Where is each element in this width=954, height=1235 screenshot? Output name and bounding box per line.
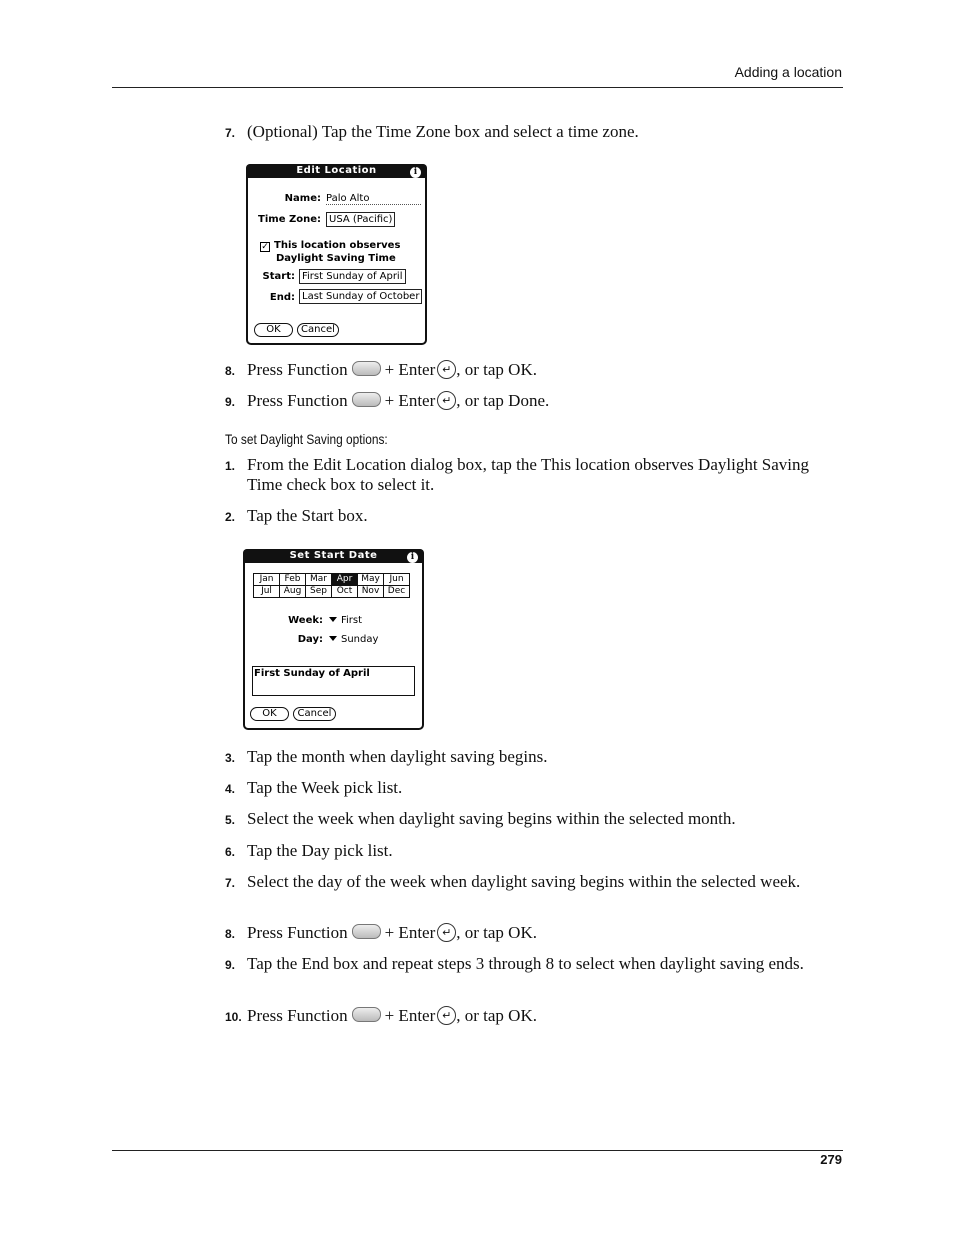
date-summary-box: First Sunday of April — [252, 666, 415, 696]
step-text: Tap the End box and repeat steps 3 through 8 to select when daylight saving ends. — [247, 954, 804, 973]
header-rule — [112, 87, 843, 88]
month-cell[interactable]: Jan — [254, 574, 280, 586]
step-text: Press Function — [247, 391, 348, 410]
step-number: 5. — [225, 813, 236, 827]
enter-key-icon: ↵ — [437, 923, 456, 942]
function-key-icon — [352, 361, 381, 376]
step-item — [225, 954, 830, 974]
step-number: 2. — [225, 510, 236, 524]
procedure-heading: To set Daylight Saving options: — [225, 431, 388, 447]
ok-button[interactable]: OK — [254, 323, 293, 337]
step-item — [225, 1006, 830, 1026]
dropdown-arrow-icon — [329, 636, 337, 641]
step-item — [225, 391, 830, 411]
running-header: Adding a location — [734, 64, 842, 80]
month-cell[interactable]: Dec — [384, 586, 410, 598]
step-number: 7. — [225, 126, 236, 140]
step-number: 8. — [225, 927, 236, 941]
page-number: 279 — [820, 1152, 842, 1167]
enter-key-icon: ↵ — [437, 1006, 456, 1025]
step-item — [225, 122, 830, 142]
dst-checkbox-label-1: This location observes — [274, 240, 401, 251]
step-number: 1. — [225, 459, 236, 473]
function-key-icon — [352, 924, 381, 939]
function-key-icon — [352, 1007, 381, 1022]
step-number: 9. — [225, 958, 236, 972]
month-cell[interactable]: Sep — [306, 586, 332, 598]
step-text: Press Function — [247, 923, 348, 942]
month-cell[interactable]: Aug — [280, 586, 306, 598]
dst-checkbox-row[interactable] — [260, 240, 400, 252]
step-text: From the Edit Location dialog box, tap the This location observes Daylight Saving Time check box to select it. — [247, 455, 810, 494]
set-start-date-dialog — [243, 549, 424, 730]
name-label: Name: — [284, 193, 321, 204]
edit-location-dialog — [246, 164, 427, 345]
checkbox-checked-icon[interactable]: ✓ — [261, 242, 269, 252]
step-text: Tap the Day pick list. — [247, 841, 393, 860]
month-cell[interactable]: Jun — [384, 574, 410, 586]
week-label: Week: — [288, 615, 323, 626]
step-number: 3. — [225, 751, 236, 765]
timezone-selector[interactable]: USA (Pacific) — [326, 212, 395, 227]
month-cell[interactable]: Jul — [254, 586, 280, 598]
month-cell[interactable]: Nov — [358, 586, 384, 598]
cancel-button[interactable]: Cancel — [293, 707, 336, 721]
month-cell[interactable]: Feb — [280, 574, 306, 586]
name-value: Palo Alto — [326, 193, 370, 204]
step-text: , or tap OK. — [456, 360, 537, 379]
step-item — [225, 455, 830, 495]
step-number: 8. — [225, 364, 236, 378]
step-text: Tap the month when daylight saving begins. — [247, 747, 548, 766]
step-text: Press Function — [247, 360, 348, 379]
step-text: + Enter — [384, 1006, 436, 1025]
end-label: End: — [269, 292, 295, 303]
ok-button[interactable]: OK — [250, 707, 289, 721]
step-text: Tap the Week pick list. — [247, 778, 403, 797]
enter-key-icon: ↵ — [437, 391, 456, 410]
cancel-button[interactable]: Cancel — [297, 323, 339, 337]
step-item — [225, 747, 830, 767]
step-text: , or tap Done. — [456, 391, 550, 410]
step-text: Select the week when daylight saving begins within the selected month. — [247, 809, 736, 828]
step-text: + Enter — [384, 923, 436, 942]
dst-checkbox-label-2: Daylight Saving Time — [276, 253, 396, 264]
step-item — [225, 778, 830, 798]
week-value: First — [341, 615, 363, 626]
month-grid — [253, 573, 410, 598]
step-text: Press Function — [247, 1006, 348, 1025]
step-text: (Optional) Tap the Time Zone box and select a time zone. — [247, 122, 639, 141]
info-icon[interactable]: i — [407, 552, 418, 563]
week-picker[interactable] — [329, 615, 362, 626]
enter-key-icon: ↵ — [437, 360, 456, 379]
info-icon[interactable]: i — [410, 167, 421, 178]
day-value: Sunday — [341, 634, 379, 645]
step-number: 4. — [225, 782, 236, 796]
month-cell[interactable]: Mar — [306, 574, 332, 586]
step-text: + Enter — [384, 360, 436, 379]
step-text: Select the day of the week when daylight saving begins within the selected week. — [247, 872, 801, 891]
step-item — [225, 872, 830, 892]
step-item — [225, 809, 830, 829]
month-cell-selected[interactable]: Apr — [332, 574, 358, 586]
step-item — [225, 360, 830, 380]
day-label: Day: — [297, 634, 323, 645]
function-key-icon — [352, 392, 381, 407]
dialog-title: Edit Location — [246, 164, 427, 178]
footer-rule — [112, 1150, 843, 1151]
step-text: Tap the Start box. — [247, 506, 368, 525]
step-item — [225, 923, 830, 943]
step-text: , or tap OK. — [456, 1006, 537, 1025]
step-number: 6. — [225, 845, 236, 859]
month-cell[interactable]: Oct — [332, 586, 358, 598]
step-text: + Enter — [384, 391, 436, 410]
step-number: 10. — [225, 1010, 242, 1024]
dialog-title: Set Start Date — [243, 549, 424, 563]
step-number: 9. — [225, 395, 236, 409]
step-text: , or tap OK. — [456, 923, 537, 942]
name-field[interactable] — [326, 193, 421, 205]
step-item — [225, 841, 830, 861]
day-picker[interactable] — [329, 634, 378, 645]
end-date-field[interactable]: Last Sunday of October — [299, 289, 422, 304]
step-number: 7. — [225, 876, 236, 890]
timezone-label: Time Zone: — [258, 214, 321, 225]
dropdown-arrow-icon — [329, 617, 337, 622]
start-label: Start: — [262, 271, 295, 282]
month-cell[interactable]: May — [358, 574, 384, 586]
step-item — [225, 506, 830, 526]
start-date-field[interactable]: First Sunday of April — [299, 269, 406, 284]
